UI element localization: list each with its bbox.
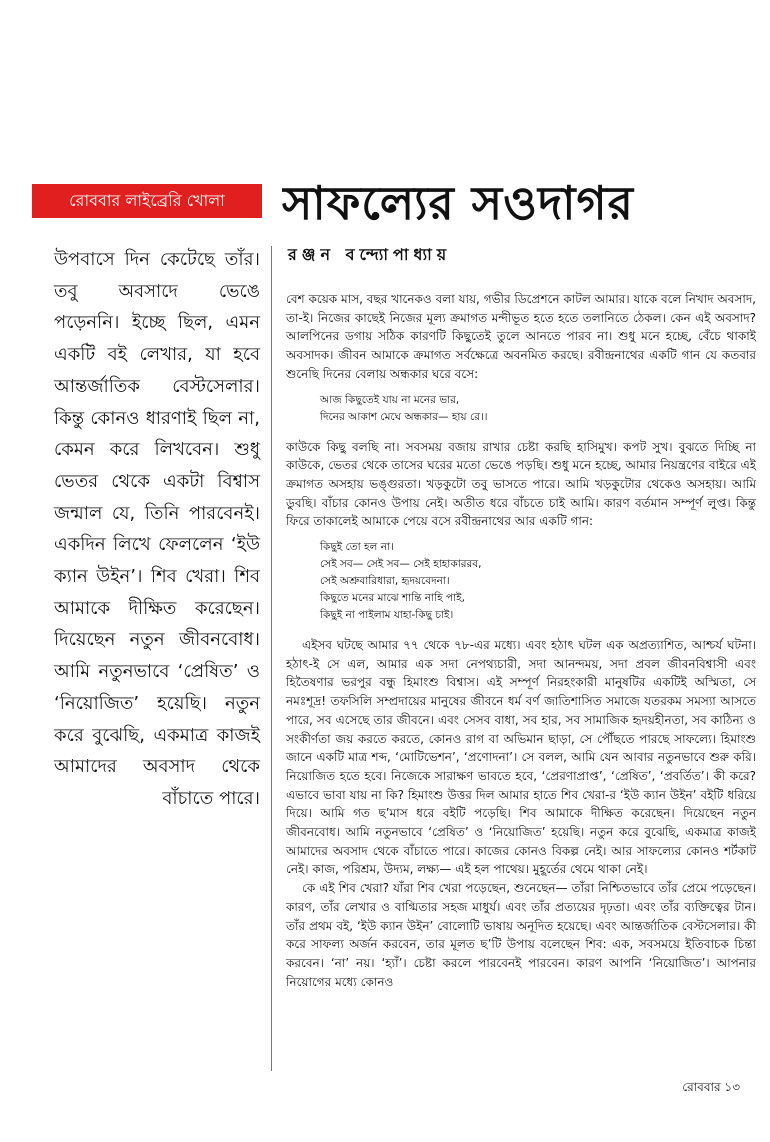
pull-quote: উপবাসে দিন কেটেছে তাঁর। তবু অবসাদে ভেঙে পড়েননি। ইচ্ছে ছিল, এমন একটি বই লেখার, যা হবে আন্তর্জাতিক বেস্টসেলার। কিন্তু কোনও ধারণাই ছিল না, কেমন করে লিখবেন। শুধু ভেতর থেকে একটা বিশ্বাস জন্মাল যে, তিনি পারবেনই। একদিন লিখে ফেললেন ‘ইউ ক্যান উইন’। শিব খেরা। শিব আমাকে দীক্ষিত করেছেন। দিয়েছেন নতুন জীবনবোধ। আমি নতুনভাবে ‘প্রেষিত’ ও ‘নিয়োজিত’ হয়েছি। নতুন করে বুঝেছি, একমাত্র কাজই আমাদের অবসাদ থেকে বাঁচাতে পারে।: [54, 249, 260, 809]
column-divider: [271, 246, 272, 1071]
poem-line: আজ কিছুতেই যায় না মনের ভার,: [320, 393, 460, 406]
poem-line: কিছুই না পাইলাম যাহা-কিছু চাই।: [320, 609, 454, 622]
poem-line: দিনের আকাশ মেঘে অন্ধকার— হায় রে।।: [320, 410, 488, 423]
paragraph: বেশ কয়েক মাস, বছর খানেকও বলা যায়, গভীর ডিপ্রেশনে কাটল আমার। যাকে বলে নিখাদ অবসাদ, তা-ই। নিজের কাছেই নিজের মূল্য ক্রমাগত মন্দীভূত হতে হতে তলানিতে ঠেকল। কেন এই অবসাদ? আলপিনের ডগায় সঠিক কারণটি কিছুতেই তুলে আনতে পারব না। শুধু মনে হচ্ছে, বেঁচে থাকাই অবসাদক। জীবন আমাকে ক্রমাগত সর্বক্ষেত্রে অবনমিত করছে। রবীন্দ্রনাথের একটি গান যে কতবার শুনেছি দিনের বেলায় অন্ধকার ঘরে বসে:: [286, 292, 756, 381]
article-body: [286, 290, 756, 991]
poem-line: সেই সব— সেই সব— সেই হাহাকাররব,: [320, 558, 482, 571]
poem-quote: [320, 392, 756, 426]
section-badge: রোববার লাইব্রেরি খোলা: [32, 184, 262, 218]
paragraph: কাউকে কিছু বলছি না। সবসময় বজায় রাখার চেষ্টা করছি হাসিমুখ। কপট সুখ। বুঝতে দিচ্ছি না কাউকে, ভেতর থেকে তাসের ঘরের মতো ভেঙে পড়ছি। শুধু মনে হচ্ছে, আমার নিয়ন্ত্রণের বাইরে এই ক্রমাগত অসহায় ভঙ্গুরতা। খড়কুটো তবু ভাসতে পারে। আমি খড়কুটোর থেকেও অসহায়। আমি ডুবছি। বাঁচার কোনও উপায় নেই। অতীত ধরে বাঁচতে চাই আমি। কারণ বর্তমান সম্পূর্ণ লুপ্ত। কিন্তু ফিরে তাকালেই আমাকে পেয়ে বসে রবীন্দ্রনাথের আর একটি গান:: [286, 439, 756, 529]
poem-quote: [320, 539, 756, 624]
paragraph: এইসব ঘটছে আমার ৭৭ থেকে ৭৮-এর মধ্যে। এবং হঠাৎ ঘটল এক অপ্রত্যাশিত, আশ্চর্য ঘটনা। হঠাৎ-ই সে এল, আমার এক সদা নেপথ্যচারী, সদা আনন্দময়, সদা প্রবল জীবনবিশ্বাসী এবং হিতৈষণার ভরপুর বন্ধু হিমাংশু বিশ্বাস। এই সম্পূর্ণ নিরহংকারী মানুষটির একটিই অস্মিতা, সে নমঃশূদ্র! তফসিলি সম্প্রদায়ের মানুষের জীবনে ধর্ম বর্ণ জাতিশাসিত সমাজে যতরকম সমস্যা আসতে পারে, সব এসেছে তার জীবনে। এবং সেসব বাধা, সব হার, সব সামাজিক হৃদয়হীনতা, সব কাঠিন্য ও সংকীর্ণতা জয় করতে করতে, কোনও রাগ বা অভিমান ছাড়া, সে পৌঁছতে পারছে সাফল্যে। হিমাংশু জানে একটি মাত্র শব্দ, ‘মোটিভেশন’, ‘প্রণোদনা’। সে বলল, আমি যেন আবার নতুনভাবে শুরু করি। নিয়োজিত হতে হবে। নিজেকে সারাক্ষণ ভাবতে হবে, ‘প্রেরণাপ্রাপ্ত’, ‘প্রেষিত’, ‘প্রবর্তিত’। কী করে? এভাবে ভাবা যায় না কি? হিমাংশু উত্তর দিল আমার হাতে শিব খেরা-র ‘ইউ ক্যান উইন’ বইটি ধরিয়ে দিয়ে। আমি গত ছ’মাস ধরে বইটি পড়েছি। শিব আমাকে দীক্ষিত করেছেন। দিয়েছেন নতুন জীবনবোধ। আমি নতুনভাবে ‘প্রেষিত’ ও ‘নিয়োজিত’ হয়েছি। নতুন করে বুঝেছি, একমাত্র কাজই আমাদের অবসাদ থেকে বাঁচাতে পারে। কাজের কোনও বিকল্প নেই। আর সাফল্যের কোনও শর্টকাট নেই। কাজ, পরিশ্রম, উদ্যম, লক্ষ্য— এই হল পাথেয়। মুহূর্তের থেমে থাকা নেই।: [286, 638, 756, 877]
poem-line: সেই অশ্রুবারিধারা, হৃদয়বেদনা।: [320, 575, 450, 588]
page-footer: রোববার ১৩: [682, 1080, 740, 1094]
author-byline: রঞ্জন বন্দ্যোপাধ্যায়: [288, 245, 452, 264]
paragraph: কে এই শিব খেরা? যাঁরা শিব খেরা পড়েছেন, শুনেছেন— তাঁরা নিশ্চিতভাবে তাঁর প্রেমে পড়েছেন। কারণ, তাঁর লেখার ও বাগ্মিতার সহজ মাধুর্য। এবং তাঁর প্রত্যয়ের দৃঢ়তা। এবং তাঁর ব্যক্তিত্বের টান। তাঁর প্রথম বই, ‘ইউ ক্যান উইন’ বোলোটি ভাষায় অনূদিত হয়েছে। এবং আন্তর্জাতিক বেস্টসেলার। কী করে সাফল্য অর্জন করবেন, তার মূলত ছ’টি উপায় বলেছেন শিব: এক, সবসময়ে ইতিবাচক চিন্তা করবেন। ‘না’ নয়। ‘হ্যাঁ’। চেষ্টা করলে পারবেনই পারবেন। কারণ আপনি ‘নিয়োজিত’। আপনার নিয়োগের মধ্যে কোনও: [286, 881, 756, 989]
headline: সাফল্যের সওদাগর: [282, 176, 634, 230]
poem-line: কিছুতে মনের মাঝে শান্তি নাহি পাই,: [320, 592, 465, 605]
poem-line: কিছুই তো হল না।: [320, 541, 394, 554]
